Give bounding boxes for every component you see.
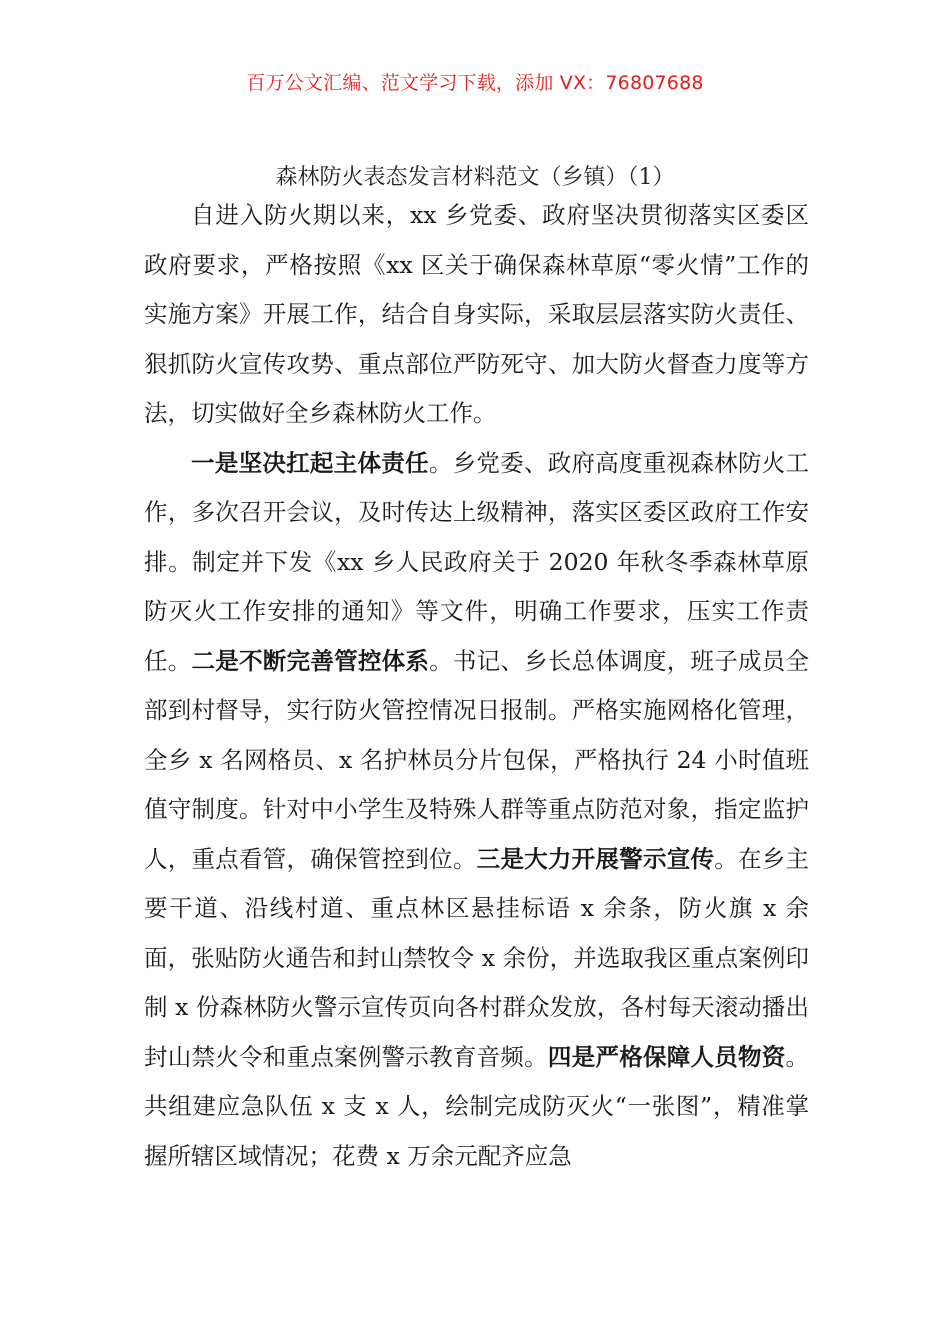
point-4-text: 。共组建应急队伍 x 支 x 人，绘制完成防灭火“一张图”，精准掌握所辖区域情况；花费 x 万余元配齐应急 [144, 1042, 810, 1170]
point-2-text: 。书记、乡长总体调度，班子成员全部到村督导，实行防火管控情况日报制。严格实施网格化管理，全乡 x 名网格员、x 名护林员分片包保，严格执行 24 小时值班值守制度。针对中小学生及特殊人群等重点防范对象，指定监护人，重点看管，确保管控到位。 [144, 646, 810, 873]
main-paragraph [144, 439, 809, 1182]
document-title: 森林防火表态发言材料范文（乡镇）（1） [275, 165, 675, 190]
point-3-heading: 三是大力开展警示宣传 [476, 844, 715, 873]
point-1-text: 。乡党委、政府高度重视森林防火工作，多次召开会议，及时传达上级精神，落实区委区政府工作安排。制定并下发《xx 乡人民政府关于 2020 年秋冬季森林草原防灭火工作安排的通知》等文件，明确工作要求，压实工作责任。 [144, 448, 810, 675]
point-1-heading: 一是坚决扛起主体责任 [191, 448, 429, 477]
point-2-heading: 二是不断完善管控体系 [191, 646, 430, 675]
intro-paragraph: 自进入防火期以来，xx 乡党委、政府坚决贯彻落实区委区政府要求，严格按照《xx 区关于确保森林草原“零火情”工作的实施方案》开展工作，结合自身实际，采取层层落实防火责任、狠抓防火宣传攻势、重点部位严防死守、加大防火督查力度等方法，切实做好全乡森林防火工作。 [144, 201, 809, 427]
header-banner: 百万公文汇编、范文学习下载，添加 VX：76807688 [246, 72, 704, 94]
document-body [144, 191, 809, 1181]
point-3-text: 。在乡主要干道、沿线村道、重点林区悬挂标语 x 余条，防火旗 x 余面，张贴防火通告和封山禁牧令 x 余份，并选取我区重点案例印制 x 份森林防火警示宣传页向各村群众发放，各村每天滚动播出封山禁火令和重点案例警示教育音频。 [144, 844, 810, 1071]
point-4-heading: 四是严格保障人员物资 [547, 1042, 786, 1071]
